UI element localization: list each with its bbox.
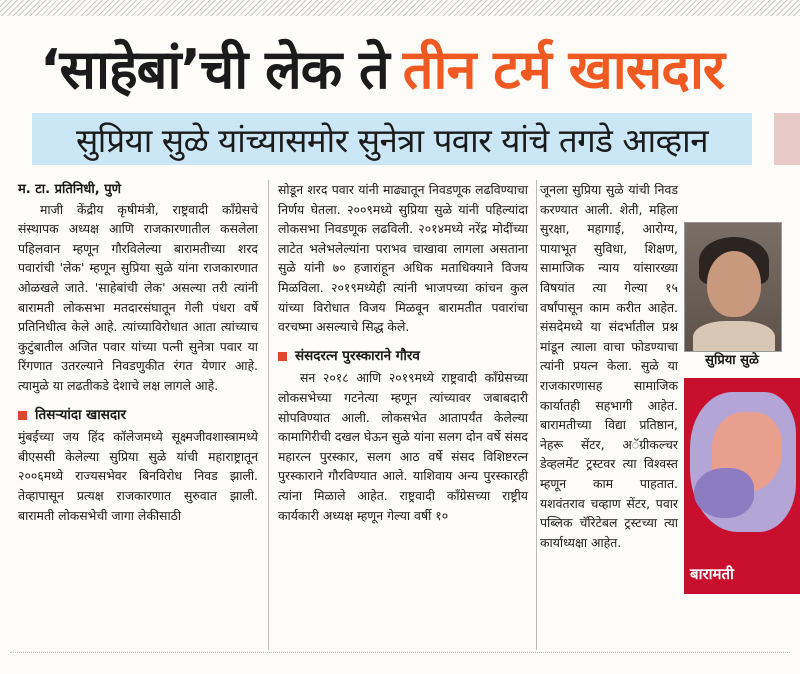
section-heading-sansadratna: [278, 347, 528, 367]
col1-paragraph-2: मुंबईच्या जय हिंद कॉलेजमध्ये सूक्ष्मजीवशास्त्रामध्ये बीएससी केलेल्या सुप्रिया सुळे यांची महाराष्ट्रातून २००६मध्ये राज्यसभेवर बिनविरोध निवड झाली. तेव्हापासून प्रत्यक्ष राजकारणात सुरुवात झाली. बारामती लोकसभेची जागा लेकीसाठी: [18, 429, 258, 523]
article-column-3: [540, 180, 678, 552]
adjacent-article-strip: [774, 113, 800, 165]
col2-paragraph-1: सोडून शरद पवार यांनी माढ्यातून निवडणूक लढविण्याचा निर्णय घेतला. २००९मध्ये सुप्रिया सुळे यांनी पहिल्यांदा लोकसभा निवडणूक लढविली. २०१४मध्ये नरेंद्र मोदींच्या लाटेत भलेभलेल्यांना पराभव चाखावा लागला असताना सुळे यांनी ७० हजारांहून अधिक मताधिक्याने विजय मिळविला. २०१९मध्येही त्यांनी भाजपच्या कांचन कुल यांच्या विरोधात विजय मिळवून बारामतीत पवारांचा वरचष्मा असल्याचे सिद्ध केले.: [278, 182, 528, 335]
subheadline-bar: [32, 113, 752, 165]
column-divider: [268, 180, 269, 650]
subheadline: सुप्रिया सुळे यांच्यासमोर सुनेत्रा पवार यांचे तगडे आव्हान: [75, 120, 709, 160]
section-bullet-icon: [18, 411, 27, 420]
section-bullet-icon: [278, 352, 287, 361]
portrait-body: [693, 321, 775, 352]
photo-caption: सुप्रिया सुळे: [705, 353, 759, 368]
top-hatch-border: [0, 0, 800, 16]
section-title: तिसऱ्यांदा खासदार: [35, 406, 127, 423]
article-column-1: [18, 180, 258, 525]
portrait-face: [707, 251, 761, 317]
portrait-photo: [684, 222, 782, 352]
byline: म. टा. प्रतिनिधी, पुणे: [18, 182, 121, 197]
baramati-map-graphic: [684, 378, 800, 594]
map-label: बारामती: [690, 565, 734, 583]
article-column-2: [278, 180, 528, 525]
headline: [40, 22, 800, 112]
headline-part-2: तीन टर्म खासदार: [402, 38, 725, 101]
section-title: संसदरत्न पुरस्काराने गौरव: [295, 347, 420, 364]
bottom-dotted-rule: [10, 652, 790, 653]
section-heading-third-term: [18, 406, 258, 426]
map-region-west: [694, 468, 754, 518]
headline-part-1: ‘साहेबां’ची लेक ते: [40, 38, 389, 101]
col2-paragraph-2: सन २०१८ आणि २०१९मध्ये राष्ट्रवादी काँग्रेसच्या लोकसभेच्या गटनेत्या म्हणून त्यांच्यावर जबाबदारी सोपविण्यात आली. लोकसभेत आतापर्यंत केलेल्या कामागिरीची दखल घेऊन सुळे यांना सलग दोन वर्षे संसद महारत्न पुरस्कार, सलग आठ वर्षे संसद विशिष्टरत्न पुरस्काराने गौरविण्यात आले. याशिवाय अन्य पुरस्कारही त्यांना मिळाले आहेत. राष्ट्रवादी काँग्रेसच्या राष्ट्रीय कार्यकारी अध्यक्ष म्हणून गेल्या वर्षी १०: [278, 370, 528, 523]
col3-paragraph-1: जूनला सुप्रिया सुळे यांची निवड करण्यात आली. शेती, महिला सुरक्षा, महागाई, आरोग्य, पायाभूत सुविधा, शिक्षण, सामाजिक न्याय यांसारख्या विषयांत त्या गेल्या १५ वर्षांपासून काम करीत आहेत. संसदेमध्ये या संदर्भातील प्रश्न मांडून त्याला वाचा फोडण्याचा त्यांनी प्रयत्न केला. सुळे या राजकारणासह सामाजिक कार्यातही सहभागी आहेत. बारामतीच्या विद्या प्रतिष्ठान, नेहरू सेंटर, अॅग्रीकल्चर डेव्हलमेंट ट्रस्टवर त्या विश्वस्त म्हणून काम पाहतात. यशवंतराव चव्हाण सेंटर, पवार पब्लिक चॅरिटेबल ट्रस्टच्या त्या कार्याध्यक्षा आहेत.: [540, 182, 678, 550]
col1-paragraph-1: माजी केंद्रीय कृषीमंत्री, राष्ट्रवादी काँग्रेसचे संस्थापक अध्यक्ष आणि राजकारणातील कसलेला पहिलवान म्हणून गौरविलेल्या बारामतीच्या शरद पवारांची 'लेक' म्हणून सुप्रिया सुळे यांना राजकारणात ओळखले जाते. 'साहेबांची लेक' असल्या तरी त्यांनी बारामती लोकसभा मतदारसंघातून गेली पंधरा वर्षे प्रतिनिधीत्व केले आहे. त्यांच्याविरोधात आता त्यांच्याच कुटुंबातील अजित पवार यांच्या पत्नी सुनेत्रा पवार या रिंगणात उतरल्याने निवडणुकीत रंगत येणार आहे. त्यामुळे या लढतीकडे देशाचे लक्ष लागले आहे.: [18, 201, 258, 393]
column-divider: [536, 180, 537, 650]
